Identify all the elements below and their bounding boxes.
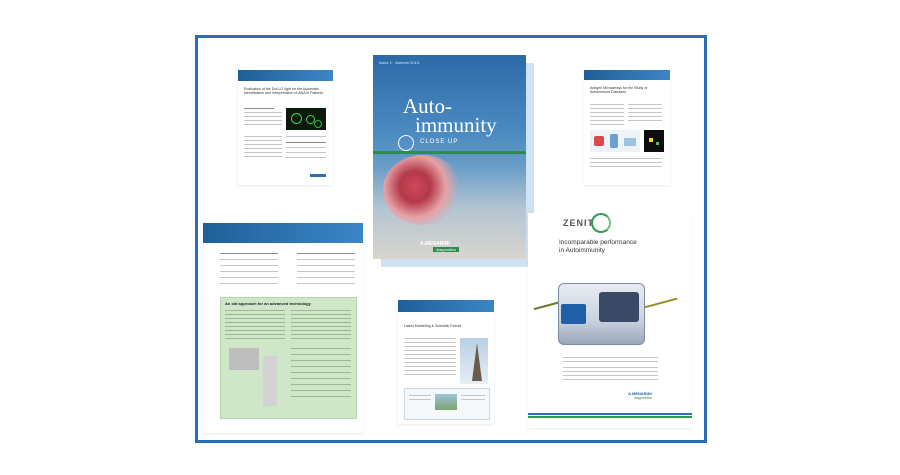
table-row [286, 142, 326, 143]
article-title: Latest Marketing & Scientific Events [404, 324, 462, 328]
text-line [244, 148, 282, 149]
footer-green-line [528, 416, 692, 418]
text-line [563, 361, 658, 362]
text-line [563, 379, 658, 380]
page-footer-logo [310, 174, 326, 177]
table-row [286, 152, 326, 153]
page-header-band [398, 300, 494, 312]
text-line [225, 326, 285, 327]
text-line [220, 271, 278, 272]
text-line [225, 314, 285, 315]
instrument-panel [599, 292, 639, 322]
text-line [291, 334, 351, 335]
text-line [244, 116, 282, 117]
article-page-events [398, 300, 494, 424]
cover-title-line-2: immunity [415, 113, 497, 137]
text-line [404, 354, 456, 355]
text-line [590, 158, 662, 159]
text-line [291, 322, 351, 323]
sidebar-figure [263, 356, 277, 406]
text-line [220, 283, 278, 284]
text-line [590, 108, 624, 109]
text-line [291, 314, 351, 315]
text-line [628, 120, 662, 121]
field-box [404, 388, 490, 420]
text-line [563, 375, 658, 376]
diagram-figure [590, 130, 640, 152]
text-line [244, 136, 282, 137]
zenit-logo-ring-icon [591, 213, 611, 233]
text-line [244, 140, 282, 141]
footer-blue-line [528, 413, 692, 415]
table-row [286, 157, 326, 158]
text-line [244, 124, 282, 125]
text-line [297, 271, 355, 272]
text-line [286, 136, 326, 137]
article-title: Evaluation of the Dot-LG light for the Automatic Identification and Interpretation of ANA in Patients [244, 87, 324, 96]
zenit-tagline-line-1: Incomparable performance [559, 239, 637, 246]
text-line [291, 338, 351, 339]
zenit-tagline-line-2: in Autoimmunity [559, 247, 605, 254]
zenit-tagline [559, 239, 637, 255]
text-line [244, 120, 282, 121]
text-line [590, 166, 662, 167]
text-line [590, 112, 624, 113]
text-line [225, 310, 285, 311]
cover-issue-line: Issue 1 · Autumn 2013 [379, 60, 420, 65]
text-line [590, 104, 624, 105]
text-line [291, 384, 351, 385]
text-line [404, 358, 456, 359]
text-line [404, 374, 456, 375]
text-line [404, 366, 456, 367]
text-line [225, 322, 285, 323]
article-page-microarrays [584, 70, 670, 185]
text-line [404, 342, 456, 343]
highlight-box [220, 297, 357, 419]
article-title: Antigen Microarrays for the Study of Autoimmune Diseases [590, 86, 648, 95]
text-line [409, 395, 431, 396]
text-line [291, 310, 351, 311]
text-line [404, 350, 456, 351]
zenit-instrument-image [558, 283, 645, 345]
text-line [244, 156, 282, 157]
text-line [297, 253, 355, 254]
cover-title-line-1: Auto- [403, 94, 452, 118]
zenit-brand-sub: diagnostics [634, 396, 652, 400]
text-line [404, 362, 456, 363]
eiffel-tower-photo [460, 338, 488, 384]
text-line [404, 346, 456, 347]
text-line [404, 370, 456, 371]
text-line [409, 399, 431, 400]
text-line [590, 162, 662, 163]
text-line [291, 354, 351, 355]
text-line [220, 277, 278, 278]
document-frame [195, 35, 707, 443]
highlight-box-heading: An old approach for an advanced technology [225, 301, 311, 306]
text-line [291, 330, 351, 331]
globe-icon [398, 135, 414, 151]
text-line [220, 259, 278, 260]
text-line [244, 112, 282, 113]
text-line [291, 390, 351, 391]
text-line [225, 318, 285, 319]
zenit-advert-page [528, 213, 692, 428]
text-line [563, 367, 658, 368]
sidebar-figure [229, 348, 259, 370]
article-page-technology [203, 223, 363, 433]
text-line [291, 378, 351, 379]
text-line [590, 124, 624, 125]
cover-title [403, 94, 523, 137]
text-line [291, 318, 351, 319]
text-line [404, 338, 456, 339]
array-figure [644, 130, 664, 152]
text-line [244, 144, 282, 145]
text-line [297, 277, 355, 278]
cover-green-band [373, 151, 526, 154]
microscopy-figure [286, 108, 326, 130]
text-line [628, 116, 662, 117]
text-line [220, 265, 278, 266]
text-line [563, 357, 658, 358]
text-line [563, 371, 658, 372]
text-line [297, 283, 355, 284]
text-line [244, 108, 274, 109]
text-line [291, 326, 351, 327]
page-header-band [238, 70, 333, 81]
text-line [291, 372, 351, 373]
table-row [286, 147, 326, 148]
text-line [628, 104, 662, 105]
text-line [590, 116, 624, 117]
text-line [461, 395, 485, 396]
text-line [225, 334, 285, 335]
text-line [628, 108, 662, 109]
text-line [291, 366, 351, 367]
text-line [628, 112, 662, 113]
text-line [291, 360, 351, 361]
instrument-screen [561, 304, 586, 324]
cover-microscopy-image [383, 155, 463, 225]
page-header-band [584, 70, 670, 80]
magazine-cover [373, 55, 526, 259]
article-page-dot-lg [238, 70, 333, 185]
text-line [225, 338, 285, 339]
text-line [291, 348, 351, 349]
cover-subtitle: CLOSE UP [420, 139, 459, 145]
text-line [244, 152, 282, 153]
text-line [220, 253, 278, 254]
page-header-band [203, 223, 363, 243]
zenit-brand: A.MENARINI [628, 391, 652, 396]
text-line [297, 259, 355, 260]
cover-brand-sub: diagnostics [433, 247, 459, 252]
text-line [297, 265, 355, 266]
cover-brand: A.MENARINI [420, 241, 450, 247]
text-line [590, 120, 624, 121]
text-line [291, 396, 351, 397]
text-line [225, 330, 285, 331]
zenit-logo: ZENIT [563, 218, 594, 228]
text-line [461, 399, 485, 400]
